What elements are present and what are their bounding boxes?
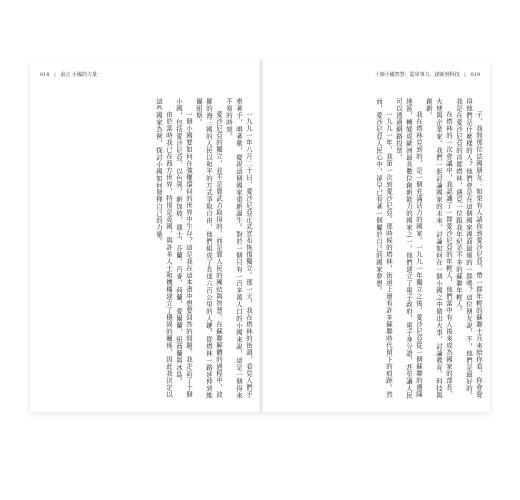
right-paragraph-3: 我在塔林見到的，是一個充滿活力的國家。一九九一年獨立之後，愛沙尼亞從一個蘇聯的邊陲地區，轉變成歐洲最具數位創新能力的國家之一。他們建立了電子政府、電子身分證，甚至讓人民可以透過網路投票。	[395, 98, 423, 399]
right-page-text	[270, 98, 484, 404]
left-paragraph-3: 一個小國要如何在強權環伺的世界中生存？這是我在這本書中想要回答的問題。我走訪了十個小國，包括愛沙尼亞、以色列、新加坡、瑞士、芬蘭、丹麥、荷蘭、愛爾蘭、紐西蘭與冰島。	[175, 98, 193, 398]
left-section-title: 前言 小國的力量	[60, 72, 98, 78]
right-running-header	[375, 71, 480, 78]
right-page-number: 019	[470, 72, 480, 78]
left-page-number: 018	[40, 72, 50, 78]
left-header-separator: |	[54, 72, 56, 78]
left-running-header	[40, 71, 97, 78]
left-paragraph-4: 由於當時我已在西方世界，特別是英國，與許多人士和機構建立了穩固的關係，因此我決定以這些國家為例，探討小國如何發揮自己的力量。	[155, 98, 173, 398]
left-paragraph-2: 愛沙尼亞的獨立，並不是靠武力取得的，而是靠人民的團結與智慧。在蘇聯解體的過程中，波羅的海三國的人民以和平的方式爭取自由，他們組成了長達六百公里的人鏈，從塔林一路延伸到維爾紐斯。	[195, 98, 223, 399]
right-paragraph-4: 一九九一年，我第一次到愛沙尼亞。那時候的塔林，街道上還有許多蘇聯時代留下的痕跡。然而，愛沙尼亞人民心中，卻早已有著一個屬於自己的國家夢想。	[375, 98, 393, 398]
left-page-text	[40, 98, 254, 404]
book-gutter	[258, 60, 264, 412]
right-paragraph-1: 子，我問那位法國朋友：如果有人請你到愛沙尼亞，帶一群年輕的蘇聯士兵來給你看，你會覺得他們是什麼樣的人？他們會是在這個國家裡面最壞的一群嗎？這位朋友說，不，他們是最好的。我是在愛沙尼亞的首都塔林，遇見一位跟我年紀差不多的蘇聯年輕人。	[455, 98, 483, 399]
right-paragraph-2: 在塔林的一次會議中，我認識了一群愛沙尼亞的年輕人，他們當中有人後來成為國家的部長、大使與企業家。我們一起討論國家的未來，討論如何在一個小國之中做出大事，討論教育、科技與創新。	[425, 98, 453, 399]
right-book-title: 十個小國智慧：從軍事力、創新到科技	[374, 72, 460, 78]
right-header-separator: |	[464, 72, 466, 78]
left-paragraph-1: 一九九一年八月二十日，愛沙尼亞正式宣布恢復獨立。那一天，我在塔林的街頭，看見人們手牽著手，唱著歌，慶祝這個國家重新誕生。對於一個只有一百多萬人口的小國來說，這是一個得來不易的時刻。	[225, 98, 253, 399]
